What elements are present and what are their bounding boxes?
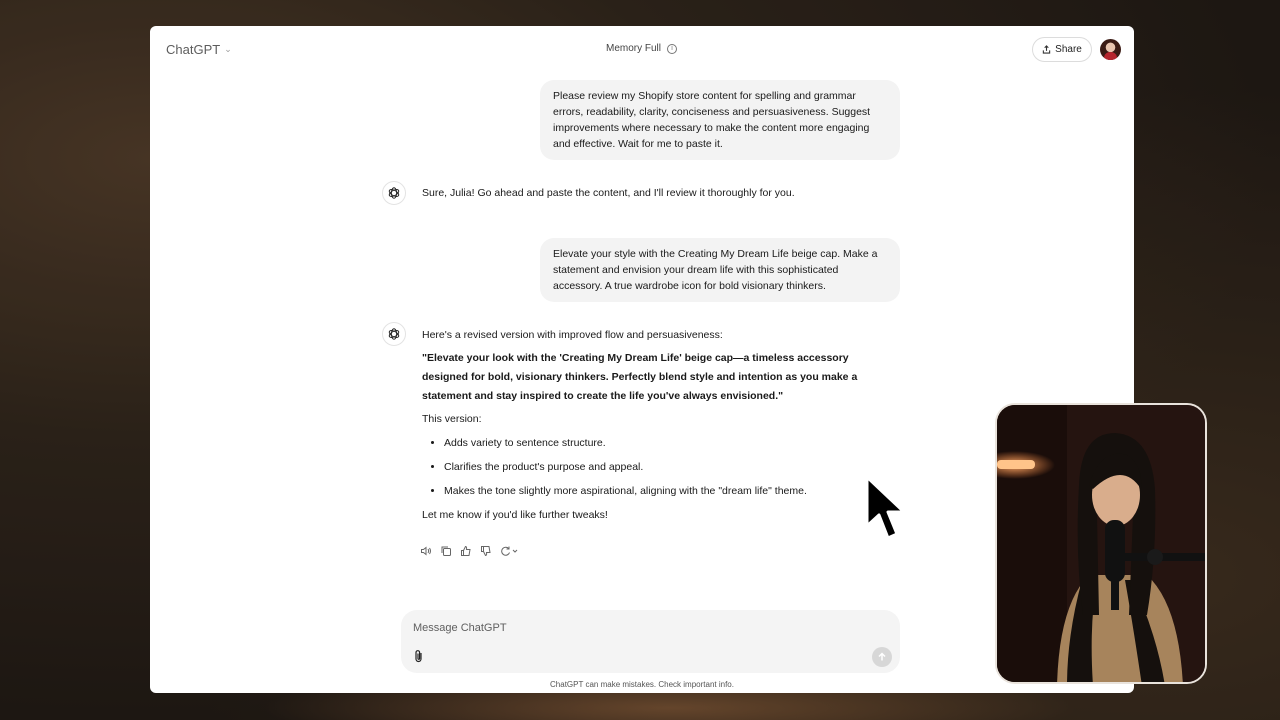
user-message [540,238,900,302]
improvement-list [422,435,892,499]
chatgpt-logo-icon [382,181,406,205]
info-icon[interactable]: i [667,44,677,54]
regenerate-icon[interactable] [500,545,520,557]
mouse-cursor-icon [864,474,910,546]
background-glow [260,690,1080,720]
memory-label: Memory Full [606,43,662,54]
top-bar [150,26,1134,74]
avatar[interactable] [1100,39,1121,60]
user-message-text: Please review my Shopify store content for spelling and grammar errors, readability, clarity, conciseness and persuasiveness. Suggest improvements where necessary to make the content more engaging and effective. Wait for me to paste it. [553,90,871,150]
message-composer [401,610,900,673]
disclaimer: ChatGPT can make mistakes. Check important info. [550,680,734,689]
user-message [540,80,900,160]
chatgpt-window [150,26,1134,693]
app-name: ChatGPT [166,42,221,57]
message-input[interactable] [413,619,833,637]
memory-indicator[interactable] [606,43,677,54]
paperclip-icon[interactable] [413,649,425,663]
send-button[interactable] [872,647,892,667]
list-item: • Adds variety to sentence structure. [444,435,892,451]
thumbs-down-icon[interactable] [480,545,492,557]
thumbs-up-icon[interactable] [460,545,472,557]
webcam-overlay [995,403,1207,684]
copy-icon[interactable] [440,545,452,557]
chevron-down-icon: ⌄ [224,44,232,54]
revised-copy-quote: "Elevate your look with the 'Creating My Dream Life' beige cap—a timeless accessory designed for bold, visionary thinkers. Perfectly blend style and intention as you make a statement and stay inspired to create the life you've always envisioned." [422,352,858,402]
assistant-response [422,327,892,523]
share-label: Share [1055,44,1082,55]
response-intro: Here's a revised version with improved flow and persuasiveness: [422,329,723,341]
share-button[interactable] [1032,37,1092,62]
list-item: • Clarifies the product's purpose and appeal. [444,459,892,475]
share-icon [1042,45,1051,54]
arrow-up-icon [877,652,887,662]
version-label: This version: [422,413,482,425]
assistant-message-text: Sure, Julia! Go ahead and paste the content, and I'll review it thoroughly for you. [422,187,795,199]
response-outro: Let me know if you'd like further tweaks! [422,509,608,521]
list-item: • Makes the tone slightly more aspirational, aligning with the "dream life" theme. [444,483,892,499]
chatgpt-logo-icon [382,322,406,346]
message-actions [420,545,520,557]
model-selector[interactable] [166,42,232,57]
presenter-video-icon [997,405,1207,684]
user-message-text: Elevate your style with the Creating My Dream Life beige cap. Make a statement and envision your dream life with this sophisticated accessory. A true wardrobe icon for bold visionary thinkers. [553,248,878,292]
read-aloud-icon[interactable] [420,545,432,557]
